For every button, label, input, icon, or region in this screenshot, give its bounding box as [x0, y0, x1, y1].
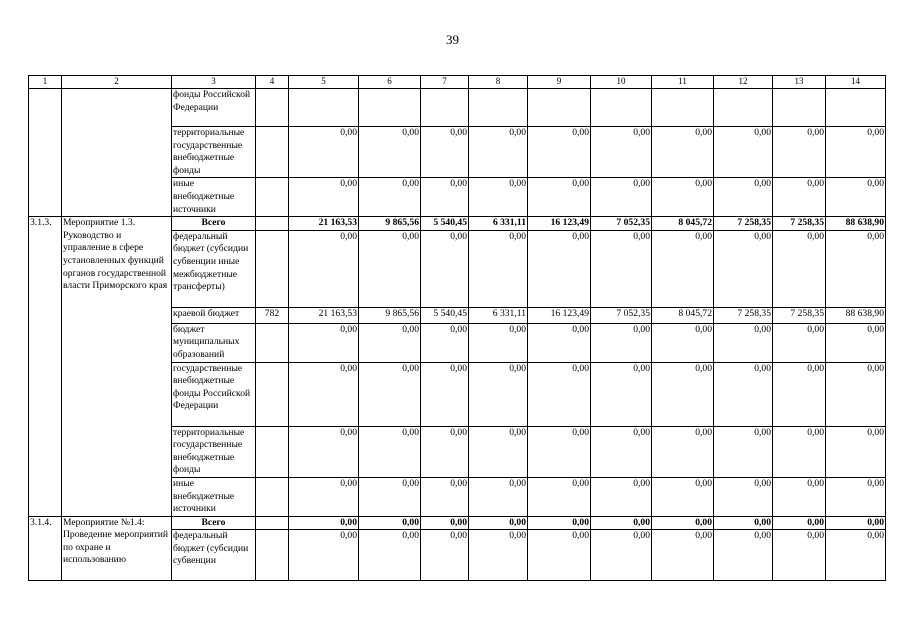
- funding-source: иные внебюджетные источники: [172, 477, 256, 516]
- value-cell: 7 052,35: [591, 217, 652, 231]
- funding-source-total: Всего: [172, 217, 256, 231]
- funding-source: федеральный бюджет (субсидии субвенции иные межбюджетные трансферты): [172, 230, 256, 307]
- funding-source: территориальные государственные внебюджетные фонды: [172, 426, 256, 477]
- value-cell: 0,00: [652, 323, 714, 362]
- value-cell: 0,00: [289, 530, 359, 581]
- value-cell: 0,00: [826, 362, 886, 426]
- code-cell: [256, 426, 289, 477]
- column-number: 12: [714, 76, 773, 89]
- column-number: 1: [29, 76, 62, 89]
- item-number-cell: [29, 89, 62, 217]
- value-cell: 0,00: [469, 477, 528, 516]
- value-cell: 7 258,35: [714, 307, 773, 323]
- value-cell: 0,00: [652, 127, 714, 178]
- value-cell: 0,00: [826, 426, 886, 477]
- code-cell: [256, 516, 289, 530]
- value-cell: 0,00: [773, 426, 826, 477]
- value-cell: 0,00: [359, 127, 421, 178]
- code-cell: [256, 477, 289, 516]
- code-cell: [256, 530, 289, 581]
- value-cell: 0,00: [714, 516, 773, 530]
- value-cell: 0,00: [591, 323, 652, 362]
- column-number: 3: [172, 76, 256, 89]
- value-cell: 0,00: [773, 362, 826, 426]
- value-cell: 0,00: [421, 516, 469, 530]
- value-cell: 5 540,45: [421, 307, 469, 323]
- column-number: 10: [591, 76, 652, 89]
- funding-source-total: Всего: [172, 516, 256, 530]
- value-cell: [528, 89, 591, 127]
- value-cell: 0,00: [714, 323, 773, 362]
- value-cell: 0,00: [421, 426, 469, 477]
- value-cell: 0,00: [421, 230, 469, 307]
- value-cell: 6 331,11: [469, 307, 528, 323]
- funding-source: фонды Российской Федерации: [172, 89, 256, 127]
- value-cell: 0,00: [714, 530, 773, 581]
- code-cell: [256, 362, 289, 426]
- table-row-total: [29, 217, 886, 231]
- value-cell: 0,00: [773, 477, 826, 516]
- value-cell: 6 331,11: [469, 217, 528, 231]
- value-cell: 0,00: [826, 230, 886, 307]
- value-cell: 0,00: [469, 426, 528, 477]
- funding-source: краевой бюджет: [172, 307, 256, 323]
- value-cell: 0,00: [469, 230, 528, 307]
- value-cell: 88 638,90: [826, 307, 886, 323]
- value-cell: 0,00: [773, 323, 826, 362]
- value-cell: 0,00: [469, 530, 528, 581]
- value-cell: [652, 89, 714, 127]
- value-cell: [773, 89, 826, 127]
- value-cell: 21 163,53: [289, 307, 359, 323]
- column-number: 7: [421, 76, 469, 89]
- funding-source: государственные внебюджетные фонды Российской Федерации: [172, 362, 256, 426]
- code-cell: [256, 323, 289, 362]
- column-number: 8: [469, 76, 528, 89]
- value-cell: 0,00: [528, 127, 591, 178]
- value-cell: 0,00: [359, 516, 421, 530]
- code-cell: [256, 89, 289, 127]
- value-cell: 0,00: [359, 362, 421, 426]
- item-name-cell: [62, 89, 172, 217]
- value-cell: 0,00: [359, 426, 421, 477]
- column-number: 9: [528, 76, 591, 89]
- value-cell: 0,00: [714, 426, 773, 477]
- value-cell: 0,00: [826, 178, 886, 217]
- code-cell: [256, 217, 289, 231]
- value-cell: 0,00: [528, 323, 591, 362]
- item-name-cell: Мероприятие 1.3. Руководство и управление в сфере установленных функций органов государственной власти Приморского края: [62, 217, 172, 517]
- value-cell: 0,00: [826, 127, 886, 178]
- value-cell: 0,00: [591, 477, 652, 516]
- value-cell: 0,00: [359, 323, 421, 362]
- value-cell: 0,00: [773, 230, 826, 307]
- value-cell: 0,00: [652, 426, 714, 477]
- value-cell: 0,00: [289, 178, 359, 217]
- value-cell: [591, 89, 652, 127]
- value-cell: 9 865,56: [359, 217, 421, 231]
- value-cell: 0,00: [714, 127, 773, 178]
- value-cell: 0,00: [652, 477, 714, 516]
- value-cell: 0,00: [591, 530, 652, 581]
- value-cell: 0,00: [826, 323, 886, 362]
- value-cell: 0,00: [289, 323, 359, 362]
- value-cell: 0,00: [528, 516, 591, 530]
- value-cell: [469, 89, 528, 127]
- column-number: 2: [62, 76, 172, 89]
- value-cell: 16 123,49: [528, 217, 591, 231]
- item-name-cell: Мероприятие №1.4: Проведение мероприятий по охране и использованию: [62, 516, 172, 581]
- value-cell: 0,00: [469, 362, 528, 426]
- funding-source: федеральный бюджет (субсидии субвенции: [172, 530, 256, 581]
- funding-source: территориальные государственные внебюджетные фонды: [172, 127, 256, 178]
- value-cell: 0,00: [652, 530, 714, 581]
- value-cell: 0,00: [528, 530, 591, 581]
- value-cell: 0,00: [469, 516, 528, 530]
- value-cell: 0,00: [289, 516, 359, 530]
- value-cell: 0,00: [421, 127, 469, 178]
- item-number-cell: 3.1.3.: [29, 217, 62, 517]
- code-cell: 782: [256, 307, 289, 323]
- value-cell: 0,00: [714, 477, 773, 516]
- value-cell: [826, 89, 886, 127]
- column-number: 5: [289, 76, 359, 89]
- column-number-row: [29, 76, 886, 89]
- value-cell: 0,00: [528, 477, 591, 516]
- value-cell: 7 258,35: [714, 217, 773, 231]
- value-cell: 0,00: [773, 178, 826, 217]
- table-row-total: [29, 516, 886, 530]
- value-cell: 7 258,35: [773, 217, 826, 231]
- value-cell: 0,00: [421, 362, 469, 426]
- value-cell: [421, 89, 469, 127]
- value-cell: 0,00: [421, 323, 469, 362]
- value-cell: 5 540,45: [421, 217, 469, 231]
- value-cell: 0,00: [421, 530, 469, 581]
- value-cell: 7 052,35: [591, 307, 652, 323]
- value-cell: 8 045,72: [652, 217, 714, 231]
- value-cell: 0,00: [591, 426, 652, 477]
- value-cell: 0,00: [289, 426, 359, 477]
- value-cell: 88 638,90: [826, 217, 886, 231]
- page-number: 39: [446, 32, 459, 47]
- column-number: 13: [773, 76, 826, 89]
- value-cell: 0,00: [714, 362, 773, 426]
- value-cell: 0,00: [714, 230, 773, 307]
- value-cell: 0,00: [469, 127, 528, 178]
- value-cell: 0,00: [652, 178, 714, 217]
- value-cell: 0,00: [421, 477, 469, 516]
- funding-source: бюджет муниципальных образований: [172, 323, 256, 362]
- code-cell: [256, 178, 289, 217]
- value-cell: 0,00: [289, 477, 359, 516]
- column-number: 4: [256, 76, 289, 89]
- value-cell: 0,00: [652, 516, 714, 530]
- value-cell: 0,00: [528, 426, 591, 477]
- value-cell: 0,00: [591, 362, 652, 426]
- value-cell: 0,00: [421, 178, 469, 217]
- value-cell: [289, 89, 359, 127]
- value-cell: 0,00: [289, 127, 359, 178]
- value-cell: 7 258,35: [773, 307, 826, 323]
- value-cell: [714, 89, 773, 127]
- value-cell: 0,00: [591, 178, 652, 217]
- funding-source: иные внебюджетные источники: [172, 178, 256, 217]
- item-number-cell: 3.1.4.: [29, 516, 62, 581]
- value-cell: 0,00: [469, 178, 528, 217]
- value-cell: 0,00: [359, 230, 421, 307]
- value-cell: 0,00: [528, 178, 591, 217]
- column-number: 11: [652, 76, 714, 89]
- value-cell: 0,00: [773, 530, 826, 581]
- value-cell: 8 045,72: [652, 307, 714, 323]
- code-cell: [256, 230, 289, 307]
- value-cell: 0,00: [652, 230, 714, 307]
- value-cell: 0,00: [289, 230, 359, 307]
- value-cell: 9 865,56: [359, 307, 421, 323]
- value-cell: 0,00: [826, 477, 886, 516]
- budget-table: [28, 75, 886, 581]
- value-cell: 0,00: [469, 323, 528, 362]
- value-cell: 0,00: [528, 362, 591, 426]
- value-cell: 0,00: [591, 127, 652, 178]
- value-cell: 21 163,53: [289, 217, 359, 231]
- value-cell: 0,00: [528, 230, 591, 307]
- value-cell: 0,00: [826, 516, 886, 530]
- code-cell: [256, 127, 289, 178]
- column-number: 14: [826, 76, 886, 89]
- value-cell: 0,00: [714, 178, 773, 217]
- value-cell: 0,00: [773, 516, 826, 530]
- value-cell: 0,00: [359, 477, 421, 516]
- value-cell: [359, 89, 421, 127]
- table-row: [29, 89, 886, 127]
- value-cell: 0,00: [826, 530, 886, 581]
- value-cell: 0,00: [773, 127, 826, 178]
- value-cell: 16 123,49: [528, 307, 591, 323]
- column-number: 6: [359, 76, 421, 89]
- value-cell: 0,00: [591, 516, 652, 530]
- value-cell: 0,00: [591, 230, 652, 307]
- value-cell: 0,00: [359, 178, 421, 217]
- value-cell: 0,00: [359, 530, 421, 581]
- value-cell: 0,00: [652, 362, 714, 426]
- value-cell: 0,00: [289, 362, 359, 426]
